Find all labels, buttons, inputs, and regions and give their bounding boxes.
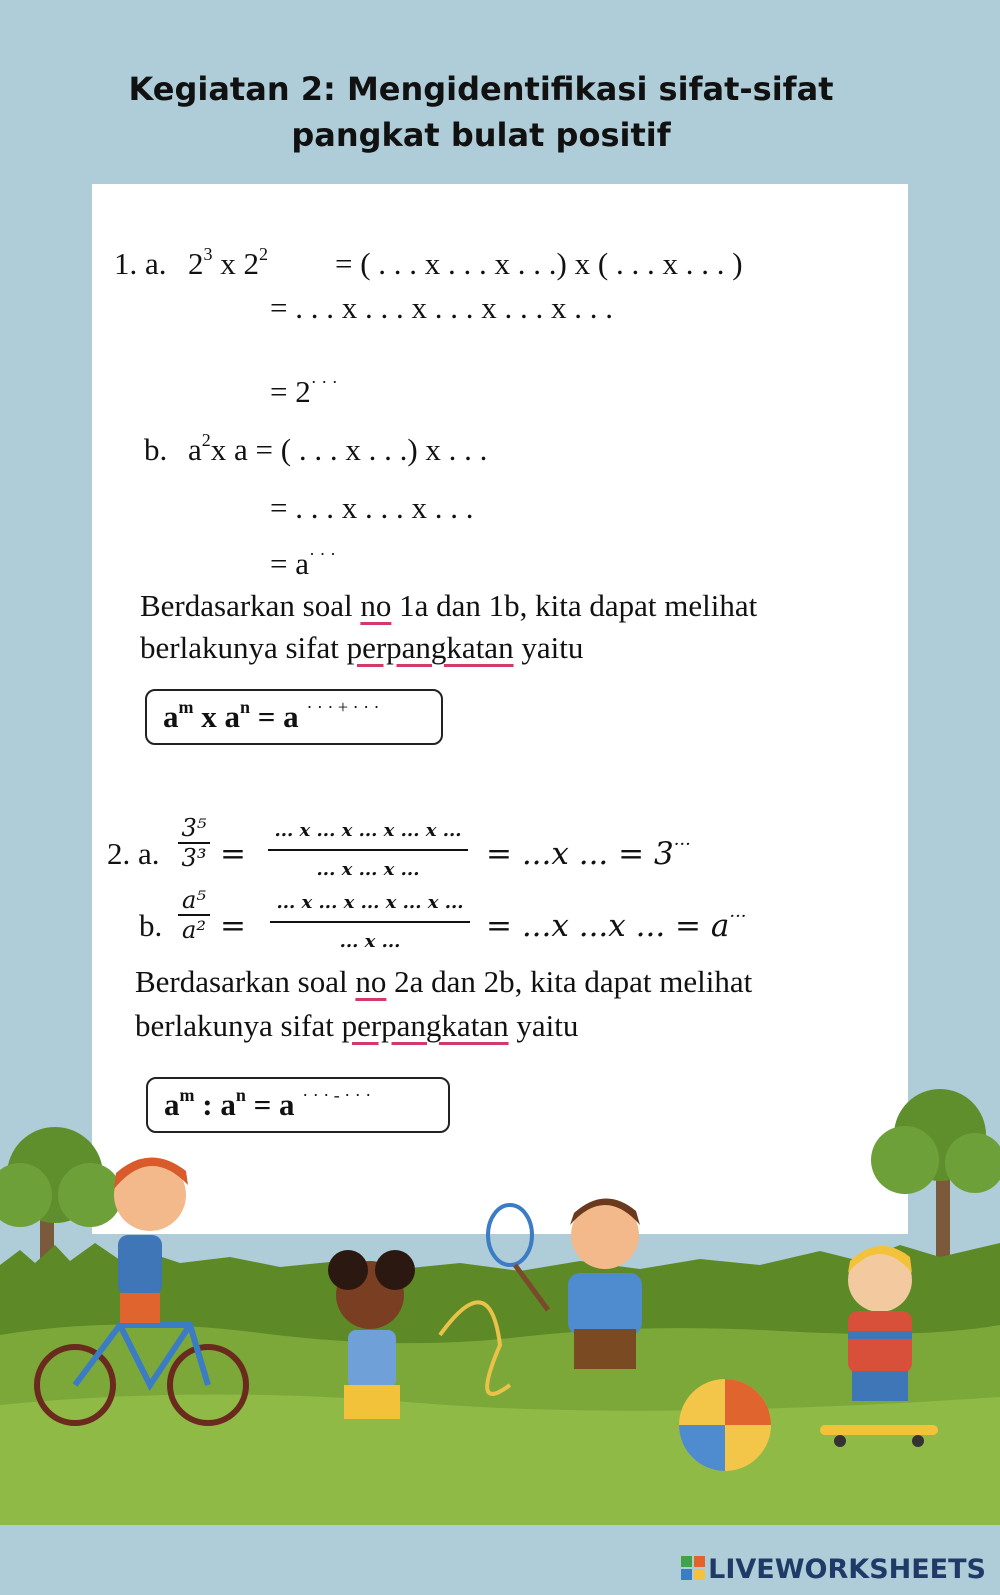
q2a-equals: = [220, 836, 246, 872]
page-title [0, 66, 962, 158]
rule-box-division: $a^m$ : $a^n = a$ · · · - · · · [146, 1077, 450, 1133]
title-line-2: pangkat bulat positif [291, 116, 671, 154]
q1b-label: b. [144, 432, 168, 467]
beach-ball-icon [679, 1379, 771, 1471]
liveworksheets-logo [681, 1554, 986, 1585]
q1-statement-line-1: Berdasarkan soal no 1a dan 1b, kita dapat melihat [140, 588, 758, 623]
q1b-line-3: = a· · · [270, 544, 336, 581]
q1-statement-line-2: berlakunya sifat perpangkatan yaitu [140, 630, 584, 665]
q2b-result: = ...x ...x ... = a··· [486, 906, 747, 944]
q1a-expression: $2^3$ x $2^2$ [188, 244, 268, 281]
q2a-result: = ...x ... = 3··· [486, 834, 691, 872]
q2a-label: 2. a. [107, 836, 160, 871]
liveworksheets-logo-icon [681, 1556, 705, 1580]
worksheet-card [92, 184, 908, 1234]
q2b-fraction: a⁵ a² [178, 886, 210, 944]
q1b-expression: $a^2x$ a = ( . . . x . . .) x . . . [188, 430, 488, 467]
q2b-equals: = [220, 908, 246, 944]
rule-box-multiplication: $a^m$ x $a^n = a$ · · · + · · · [145, 689, 443, 745]
q2-statement-line-1: Berdasarkan soal no 2a dan 2b, kita dapat melihat [135, 964, 753, 999]
park-illustration [0, 1085, 1000, 1525]
q2-statement-line-2: berlakunya sifat perpangkatan yaitu [135, 1008, 579, 1043]
q2a-expanded-fraction: ... x ... x ... x ... x ... ... x ... x ... [268, 820, 468, 880]
q2b-label: b. [139, 908, 163, 943]
q1a-line-3: = 2· · · [270, 372, 338, 409]
q1a-line-2: = . . . x . . . x . . . x . . . x . . . [270, 290, 613, 325]
q1a-line-1: = ( . . . x . . . x . . .) x ( . . . x . . . ) [335, 246, 743, 281]
q1b-line-2: = . . . x . . . x . . . [270, 490, 474, 525]
q2a-fraction: 3⁵ 3³ [178, 814, 210, 872]
q1a-label: 1. a. [114, 246, 167, 281]
q2b-expanded-fraction: ... x ... x ... x ... x ... ... x ... [270, 892, 470, 952]
brand-text: LIVEWORKSHEETS [708, 1554, 986, 1585]
title-line-1: Kegiatan 2: Mengidentifikasi sifat-sifat [128, 70, 834, 108]
